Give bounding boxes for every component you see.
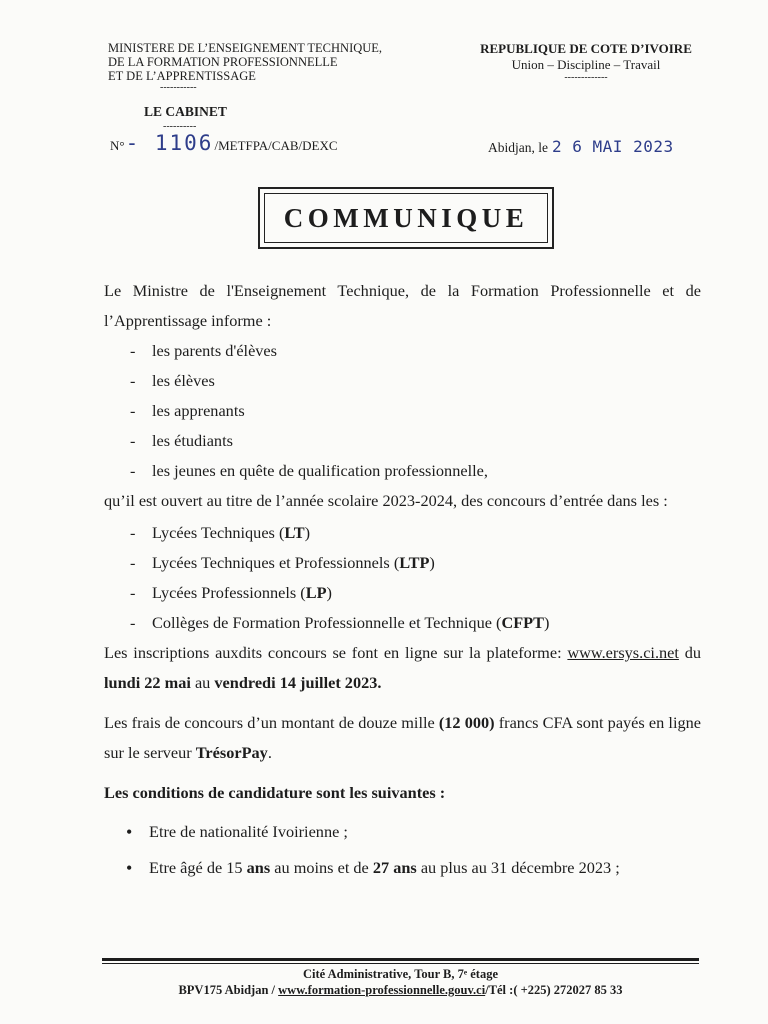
list-item: - les élèves <box>104 366 701 396</box>
ministry-line: MINISTERE DE L’ENSEIGNEMENT TECHNIQUE, <box>108 41 383 55</box>
reference-number <box>110 131 338 155</box>
registration-link[interactable]: www.ersys.ci.net <box>567 643 679 662</box>
footer-rule <box>102 963 699 964</box>
place-date <box>488 137 674 156</box>
ref-suffix: /METFPA/CAB/DEXC <box>214 138 338 153</box>
title-box-inner <box>264 193 548 243</box>
list-item: • Etre de nationalité Ivoirienne ; <box>104 814 701 850</box>
list-item: - les apprenants <box>104 396 701 426</box>
date-stamp: 2 6 MAI 2023 <box>552 137 674 156</box>
footer-rule <box>102 958 699 961</box>
footer-contact: BPV175 Abidjan / www.formation-professionnelle.gouv.ci/Tél :( +225) 272027 85 33 <box>178 983 623 997</box>
audience-list <box>104 336 701 486</box>
footer-address: Cité Administrative, Tour B, 7ᵉ étage <box>302 967 498 981</box>
title-box <box>258 187 554 249</box>
list-item: - les étudiants <box>104 426 701 456</box>
footer <box>102 966 699 998</box>
list-item: - les jeunes en quête de qualification professionnelle, <box>104 456 701 486</box>
conditions-list <box>104 814 701 886</box>
intro-paragraph: Le Ministre de l'Enseignement Technique, de la Formation Professionnelle et de l’Apprentissage informe : <box>104 281 701 330</box>
fees-paragraph: Les frais de concours d’un montant de douze mille (12 000) francs CFA sont payés en ligne sur le serveur TrésorPay. <box>104 713 701 762</box>
cabinet-label: LE CABINET <box>144 104 227 119</box>
list-item: - Lycées Techniques (LT) <box>104 518 701 548</box>
announce-paragraph: qu’il est ouvert au titre de l’année scolaire 2023-2024, des concours d’entrée dans les : <box>104 491 668 510</box>
schools-list <box>104 518 701 638</box>
ministry-line: ET DE L’APPRENTISSAGE <box>108 69 256 83</box>
list-item: - Lycées Techniques et Professionnels (LTP) <box>104 548 701 578</box>
website-link[interactable]: www.formation-professionnelle.gouv.ci <box>278 983 486 997</box>
document-body <box>104 276 701 886</box>
place-label: Abidjan, le <box>488 140 548 155</box>
ministry-header <box>108 41 382 93</box>
republic-header <box>466 41 706 83</box>
separator: ------------- <box>564 72 608 83</box>
ref-stamp-number: - 1106 <box>125 131 214 155</box>
republic-name: REPUBLIQUE DE COTE D’IVOIRE <box>480 41 692 56</box>
motto: Union – Discipline – Travail <box>511 57 661 72</box>
list-item: • Etre âgé de 15 ans au moins et de 27 ans au plus au 31 décembre 2023 ; <box>104 850 701 886</box>
conditions-title: Les conditions de candidature sont les suivantes : <box>104 783 446 802</box>
document-title: COMMUNIQUE <box>283 202 529 233</box>
separator: ----------- <box>160 82 197 93</box>
list-item: - Collèges de Formation Professionnelle et Technique (CFPT) <box>104 608 701 638</box>
separator: ---------- <box>163 121 197 132</box>
ministry-line: DE LA FORMATION PROFESSIONNELLE <box>108 55 338 69</box>
list-item: - Lycées Professionnels (LP) <box>104 578 701 608</box>
registration-paragraph: Les inscriptions auxdits concours se font en ligne sur la plateforme: www.ersys.ci.net du lundi 22 mai au vendredi 14 juillet 2023. <box>104 643 701 692</box>
list-item: - les parents d'élèves <box>104 336 701 366</box>
ref-prefix: N° <box>110 138 125 153</box>
